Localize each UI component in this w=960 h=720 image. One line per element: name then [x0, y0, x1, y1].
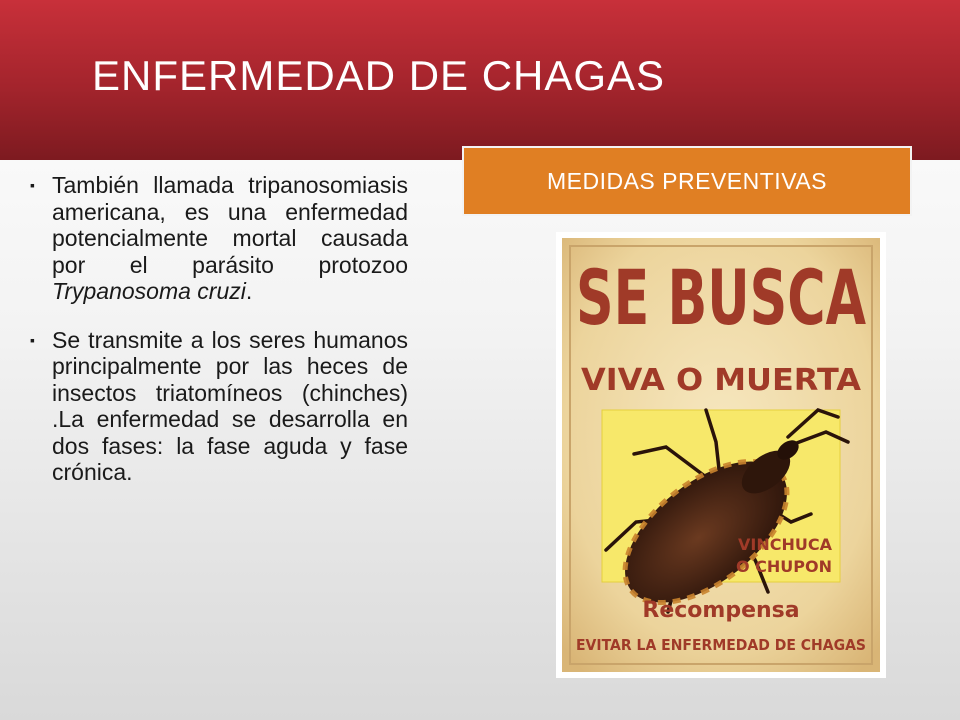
title-bar — [0, 0, 960, 160]
poster-headline: SE BUSCA — [576, 253, 866, 343]
poster-reward: Recompensa — [642, 598, 800, 623]
bullet-text: Se transmite a los seres humanos principalmente por las heces de insectos triatomíneos (chinches) .La enfermedad se desarrolla en dos fases: la fase aguda y fase crónica. — [52, 326, 408, 485]
square-bullet-icon: ▪ — [30, 177, 35, 193]
poster-side-text-1: VINCHUCA — [738, 535, 832, 554]
bullet-italic-text: Trypanosoma cruzi — [52, 278, 246, 304]
poster-side-text-2: O CHUPON — [735, 557, 832, 576]
list-item — [30, 327, 408, 486]
bullet-text-end: . — [245, 278, 253, 304]
poster-subheadline: VIVA O MUERTA — [581, 363, 862, 398]
square-bullet-icon: ▪ — [30, 331, 35, 348]
wanted-poster — [556, 232, 886, 678]
bullet-text: También llamada tripanosomiasis americana, es una enfermedad potencialmente mortal causada por el parásito protozoo — [52, 172, 408, 278]
poster-image — [556, 232, 886, 678]
page-title: ENFERMEDAD DE CHAGAS — [92, 52, 666, 99]
poster-footer: EVITAR LA ENFERMEDAD DE CHAGAS — [576, 636, 866, 654]
bullet-list — [30, 172, 408, 508]
preventive-measures-tab: MEDIDAS PREVENTIVAS — [464, 148, 910, 214]
list-item — [30, 172, 408, 305]
